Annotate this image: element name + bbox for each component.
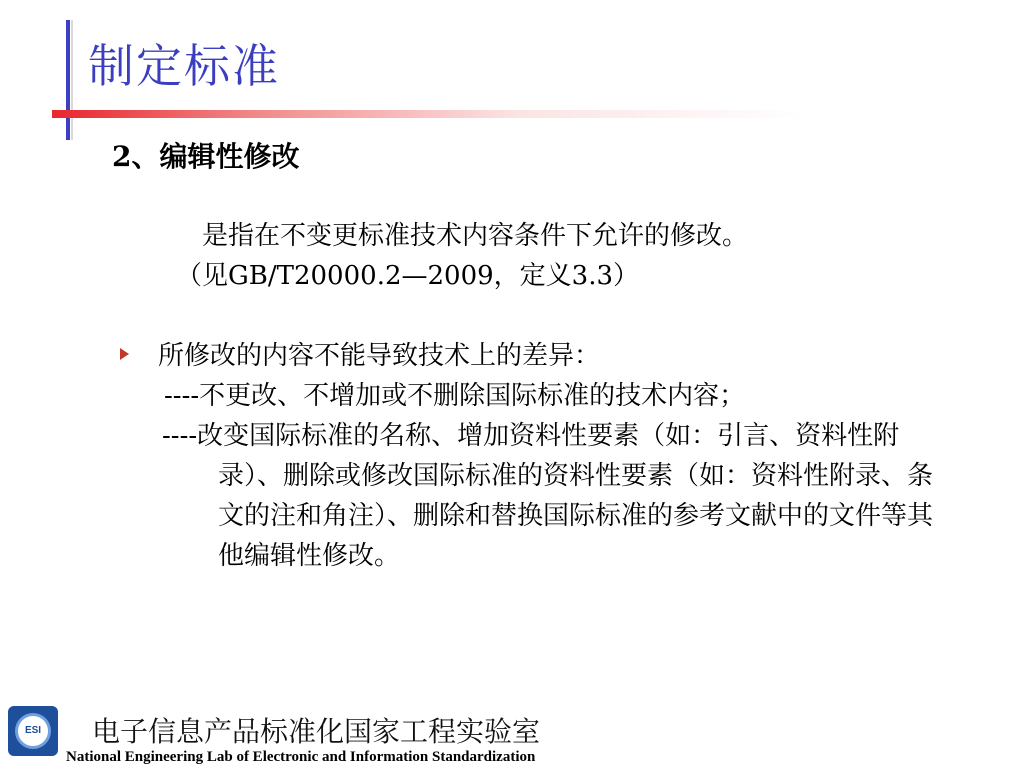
esi-logo — [8, 706, 58, 756]
lab-name-english: National Engineering Lab of Electronic and Information Standardization — [66, 749, 536, 765]
sub-item-2: ----改变国际标准的名称、增加资料性要素（如：引言、资料性附录）、删除或修改国际标准的资料性要素（如：资料性附录、条文的注和角注）、删除和替换国际标准的参考文献中的文件等其他编辑性修改。 — [162, 421, 934, 571]
bullet-list — [120, 336, 950, 576]
bullet-label: 所修改的内容不能导致技术上的差异： — [158, 341, 601, 371]
slide-title: 制定标准 — [88, 39, 280, 93]
definition-paragraph — [176, 216, 936, 296]
list-item — [120, 336, 950, 376]
lab-name-chinese: 电子信息产品标准化国家工程实验室 — [92, 715, 541, 748]
arrow-bullet-icon — [120, 348, 129, 360]
section-heading: 2、编辑性修改 — [112, 140, 300, 173]
title-underline-rule — [52, 110, 892, 118]
definition-reference: （见GB/T20000.2—2009，定义3.3） — [176, 261, 640, 291]
title-accent-bar — [66, 20, 73, 140]
sub-item-1: ----不更改、不增加或不删除国际标准的技术内容； — [164, 381, 746, 411]
definition-text: 是指在不变更标准技术内容条件下允许的修改。 — [202, 221, 749, 251]
logo-emblem: ESI — [15, 713, 51, 749]
